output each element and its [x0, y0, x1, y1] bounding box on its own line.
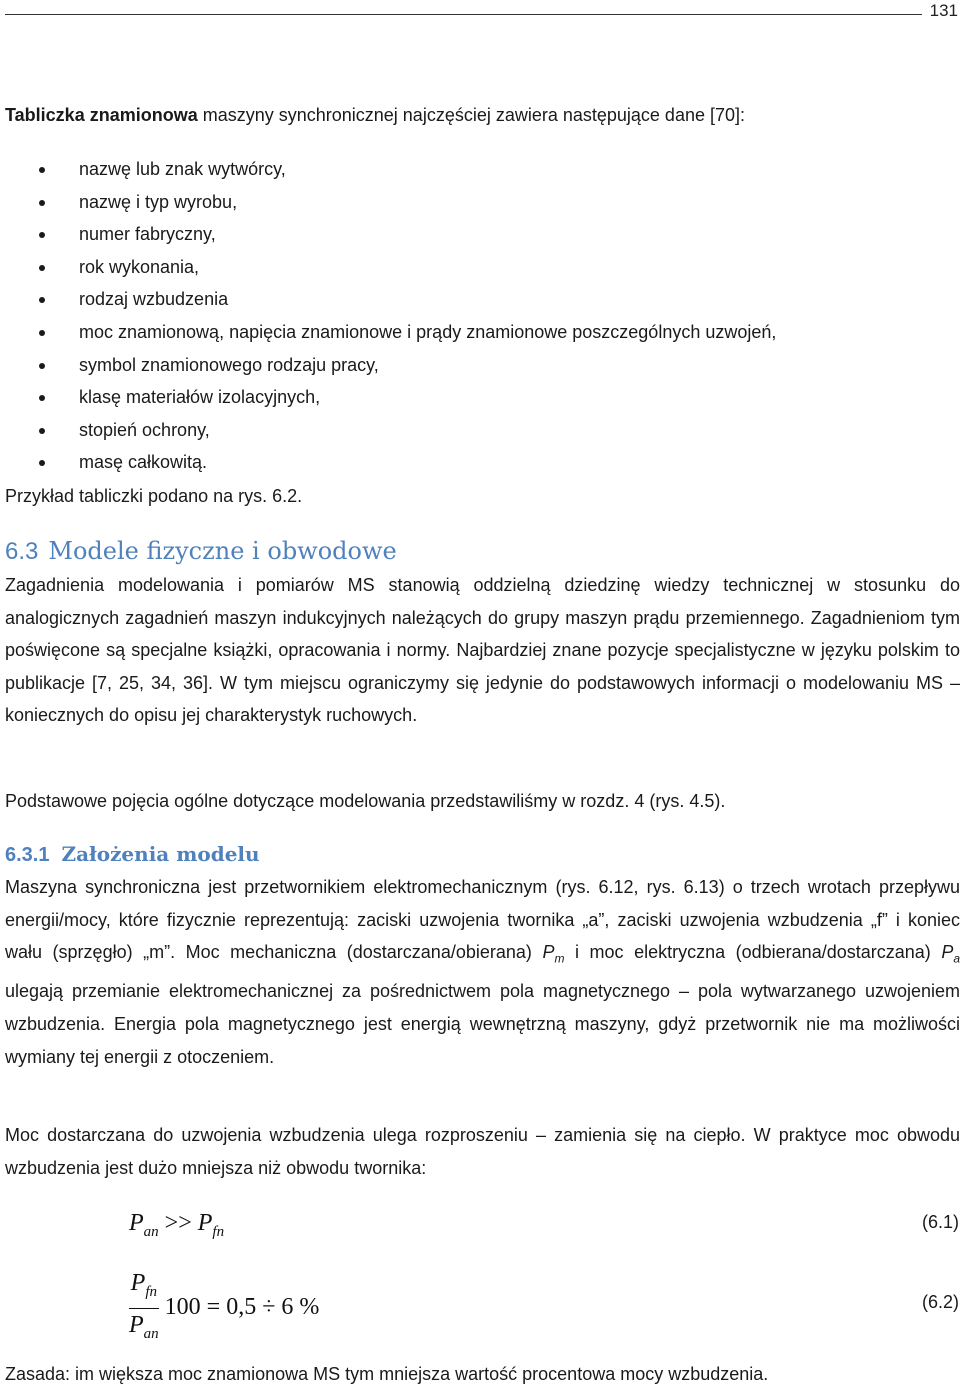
list-item: masę całkowitą. — [39, 446, 776, 479]
nameplate-list — [39, 153, 776, 479]
intro-bold: Tabliczka znamionowa — [5, 105, 198, 125]
bullet-icon — [39, 460, 45, 466]
equation-label: (6.1) — [921, 1212, 959, 1232]
section-title: Modele fizyczne i obwodowe — [48, 537, 397, 565]
paragraph-modeling: Zagadnienia modelowania i pomiarów MS stanowią oddzielną dziedzinę wiedzy technicznej w stosunku do analogicznych zagadnień maszyn indukcyjnych należących do grupy maszyn prądu przemiennego. Zagadnieniom tym poświęcone są specjalne książki, opracowania i normy. Najbardziej znane pozycje specjalistyczne w języku polskim to publikacje [7, 25, 34, 36]. W tym miejscu ograniczymy się jedynie do podstawowych informacji o modelowaniu MS – koniecznych do opisu jej charakterystyk ruchowych. — [5, 575, 960, 726]
paragraph-excitation: Moc dostarczana do uzwojenia wzbudzenia ulega rozproszeniu – zamienia się na ciepło. W praktyce moc obwodu wzbudzenia jest dużo mniejsza niż obwodu twornika: — [5, 1125, 960, 1178]
intro-paragraph — [5, 99, 960, 132]
list-item: nazwę lub znak wytwórcy, — [39, 153, 776, 186]
page-header — [5, 0, 960, 24]
bullet-icon — [39, 297, 45, 303]
subsection-title: Założenia modelu — [61, 842, 260, 866]
list-item: nazwę i typ wyrobu, — [39, 186, 776, 219]
list-item: numer fabryczny, — [39, 218, 776, 251]
subsection-heading — [5, 838, 260, 871]
page-number: 131 — [929, 1, 958, 20]
bullet-icon — [39, 428, 45, 434]
intro-text: maszyny synchronicznej najczęściej zawiera następujące dane [70]: — [197, 105, 746, 125]
bullet-icon — [39, 330, 45, 336]
list-item: symbol znamionowego rodzaju pracy, — [39, 349, 776, 382]
bullet-icon — [39, 232, 45, 238]
section-number: 6.3 — [5, 538, 39, 565]
list-item: rodzaj wzbudzenia — [39, 283, 776, 316]
subsection-number: 6.3.1 — [5, 844, 50, 866]
paragraph-assumptions: Maszyna synchroniczna jest przetwornikiem elektromechanicznym (rys. 6.12, rys. 6.13) o trzech wrotach przepływu energii/mocy, które fizycznie reprezentują: zaciski uzwojenia twornika „a”, zaciski uzwojenia wzbudzenia „f” i koniec wału (sprzęgło) „m”. Moc mechaniczna (dostarczana/obierana) $P_m$ i moc elektryczna (odbierana/dostarczana) $P_a$ ulegają przemianie elektromechanicznej za pośrednictwem pola magnetycznego – pola wytwarzanego uzwojeniem wzbudzenia. Energia pola magnetycznego jest energią wewnętrzną maszyny, gdyż przetwornik nie ma możliwości wymiany tej energii z otoczeniem. — [5, 877, 960, 1067]
section-heading — [5, 534, 397, 569]
header-rule — [5, 14, 922, 15]
list-item: klasę materiałów izolacyjnych, — [39, 381, 776, 414]
example-text: Przykład tabliczki podano na rys. 6.2. — [5, 486, 303, 506]
bullet-icon — [39, 200, 45, 206]
equation-6-1: $P_{an} >> P_{fn}$ — [129, 1210, 225, 1240]
bullet-icon — [39, 167, 45, 173]
bullet-icon — [39, 363, 45, 369]
fraction: $\frac{P_{fn}}{P_{an}}$ — [129, 1270, 159, 1342]
paragraph-basics: Podstawowe pojęcia ogólne dotyczące modelowania przedstawiliśmy w rozdz. 4 (rys. 4.5). — [5, 791, 726, 811]
list-item: rok wykonania, — [39, 251, 776, 284]
equation-6-2: $\frac{P_{fn}}{P_{an}}$ 100 = 0,5 ÷ 6 % — [129, 1268, 319, 1349]
bullet-icon — [39, 265, 45, 271]
list-item: stopień ochrony, — [39, 414, 776, 447]
list-item: moc znamionową, napięcia znamionowe i prądy znamionowe poszczególnych uzwojeń, — [39, 316, 776, 349]
bullet-icon — [39, 395, 45, 401]
fraction-bar — [129, 1308, 159, 1309]
rule-text: Zasada: im większa moc znamionowa MS tym mniejsza wartość procentowa mocy wzbudzenia. — [5, 1364, 769, 1384]
equation-label: (6.2) — [921, 1292, 959, 1312]
